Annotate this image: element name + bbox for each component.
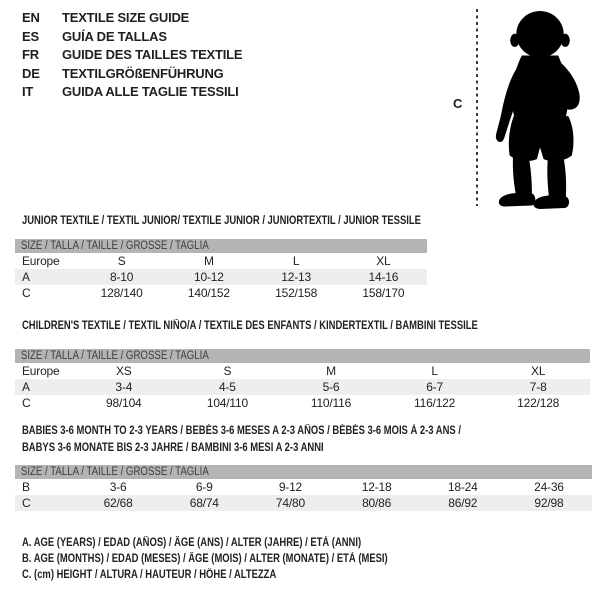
children-size-table (15, 349, 590, 411)
row-label: A (22, 270, 30, 284)
footnote-line: C. (cm) HEIGHT / ALTURA / HAUTEUR / HÖHE / ALTEZZA (22, 568, 277, 581)
size-value: 62/68 (103, 496, 133, 510)
size-value: 140/152 (187, 286, 230, 300)
size-value: M (203, 254, 214, 268)
size-value: 7-8 (529, 380, 547, 394)
size-header-label: SIZE / TALLA / TAILLE / GRÖSSE / TAGLIA (20, 240, 209, 252)
size-value: L (292, 254, 300, 268)
size-value: 68/74 (189, 496, 219, 510)
size-value: 158/170 (362, 286, 405, 300)
size-value: 12-18 (361, 480, 392, 494)
language-code: ES (22, 28, 39, 44)
table-row (15, 363, 590, 379)
size-value: 5-6 (322, 380, 340, 394)
size-value: 122/128 (517, 396, 560, 410)
table-row (15, 495, 592, 511)
language-label: GUIDE DES TAILLES TEXTILE (62, 47, 243, 63)
row-label: Europe (22, 254, 60, 268)
height-dotted-line-icon (476, 9, 478, 206)
size-value: 10-12 (194, 270, 224, 284)
row-label: Europe (22, 364, 60, 378)
size-value: XL (531, 364, 546, 378)
size-value: 92/98 (534, 496, 564, 510)
size-value: 8-10 (110, 270, 134, 284)
language-row (22, 83, 242, 102)
size-header-bar (15, 349, 590, 363)
size-value: XS (115, 364, 132, 378)
language-row (22, 28, 242, 47)
row-label: C (22, 286, 31, 300)
size-value: 80/86 (362, 496, 392, 510)
footnote-line: B. AGE (MONTHS) / EDAD (MESES) / ÂGE (MOIS) / ALTER (MONATE) / ETÀ (MESI) (22, 552, 388, 565)
section-title-junior (22, 213, 421, 230)
language-code: FR (22, 47, 39, 63)
section-title-babies (22, 423, 461, 457)
size-value: 74/80 (275, 496, 305, 510)
size-value: L (431, 364, 438, 378)
size-header-bar (15, 465, 592, 479)
size-value: 24-36 (534, 480, 564, 494)
language-row (22, 65, 242, 84)
footnotes (22, 536, 468, 583)
language-label: TEXTILE SIZE GUIDE (62, 10, 190, 25)
row-label: B (22, 480, 30, 494)
table-row (15, 379, 590, 395)
section-title-line: BABIES 3-6 MONTH TO 2-3 YEARS / BEBÉS 3-6 MESES A 2-3 AÑOS / BÉBÉS 3-6 MOIS À 2-3 ANS / (22, 425, 461, 437)
language-label: GUIDA ALLE TAGLIE TESSILI (62, 84, 239, 100)
size-value: M (326, 364, 336, 378)
language-row (22, 46, 242, 65)
size-value: S (223, 364, 232, 378)
language-code: IT (22, 84, 34, 100)
size-value: 98/104 (106, 396, 142, 410)
language-label: TEXTILGRÖßENFÜHRUNG (62, 65, 224, 81)
table-row (15, 395, 590, 411)
language-label: GUÍA DE TALLAS (62, 28, 167, 44)
section-title-line: BABYS 3-6 MONATE BIS 2-3 JAHRE / BAMBINI 3-6 MESI A 2-3 ANNI (22, 442, 324, 454)
size-value: 152/158 (275, 286, 318, 300)
section-title-line: CHILDREN'S TEXTILE / TEXTIL NIÑO/A / TEXTILE DES ENFANTS / KINDERTEXTIL / BAMBINI TESSILE (22, 320, 478, 332)
row-label: A (22, 380, 30, 394)
junior-size-table (15, 239, 427, 301)
size-value: 116/122 (414, 396, 456, 410)
size-value: 3-4 (115, 380, 133, 394)
height-measure-label: C (453, 96, 463, 111)
language-row (22, 9, 242, 28)
size-value: 86/92 (448, 496, 478, 510)
babies-size-table (15, 465, 592, 511)
size-value: 6-9 (195, 480, 213, 494)
table-row (15, 285, 427, 301)
language-list (22, 9, 242, 102)
size-value: S (117, 254, 126, 268)
size-value: 128/140 (100, 286, 143, 300)
row-label: C (22, 496, 31, 510)
size-value: 110/116 (310, 396, 352, 410)
row-label: C (22, 396, 31, 410)
size-header-bar (15, 239, 427, 253)
section-title-children (22, 318, 478, 335)
size-value: 3-6 (109, 480, 127, 494)
size-value: 4-5 (219, 380, 236, 394)
table-row (15, 479, 592, 495)
height-figure (440, 0, 600, 215)
baby-silhouette-icon (484, 7, 596, 209)
size-value: 18-24 (447, 480, 478, 494)
size-value: 6-7 (426, 380, 443, 394)
size-value: 9-12 (278, 480, 303, 494)
size-header-label: SIZE / TALLA / TAILLE / GRÖSSE / TAGLIA (20, 350, 209, 362)
language-code: EN (22, 10, 40, 25)
size-value: XL (376, 254, 391, 268)
size-value: 12-13 (281, 270, 311, 284)
table-row (15, 253, 427, 269)
footnote-line: A. AGE (YEARS) / EDAD (AÑOS) / ÂGE (ANS) / ALTER (JAHRE) / ETÀ (ANNI) (22, 537, 362, 549)
language-code: DE (22, 65, 40, 81)
size-value: 104/110 (206, 396, 248, 410)
size-header-label: SIZE / TALLA / TAILLE / GRÖSSE / TAGLIA (20, 466, 209, 478)
section-title-line: JUNIOR TEXTILE / TEXTIL JUNIOR/ TEXTILE JUNIOR / JUNIORTEXTIL / JUNIOR TESSILE (22, 215, 421, 227)
table-row (15, 269, 427, 285)
size-value: 14-16 (368, 270, 399, 284)
